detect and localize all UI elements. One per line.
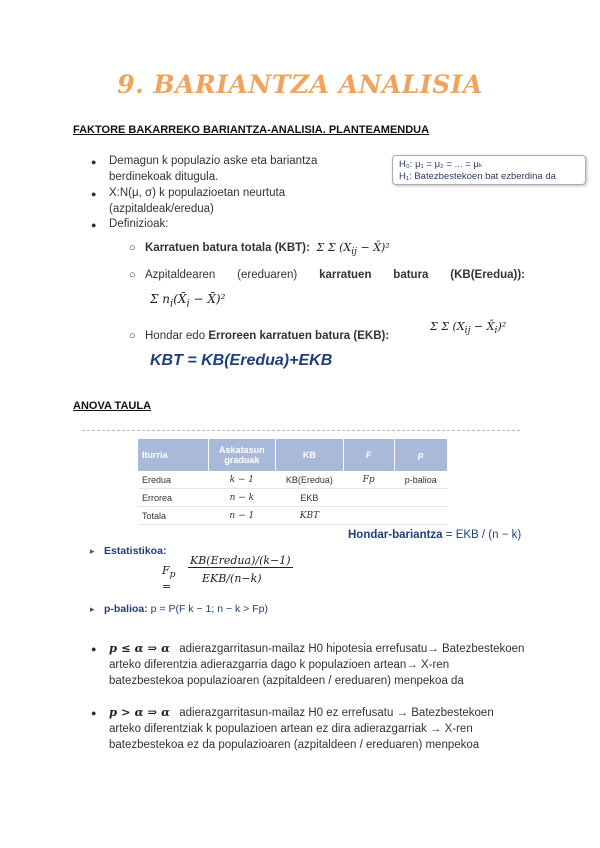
anova-table bbox=[138, 439, 448, 525]
table-cell: KBT bbox=[276, 507, 344, 525]
table-cell: Errorea bbox=[138, 489, 208, 507]
table-row bbox=[138, 507, 448, 525]
definition-kbt: ○ Karratuen batura totala (KBT): Σ Σ ($X_{ij}$ − X̄)² bbox=[145, 240, 390, 260]
table-cell bbox=[394, 489, 447, 507]
ekb-formula: Σ Σ ($X_{ij}$ − $X̄_i)^2$ bbox=[430, 320, 507, 337]
conclusion-reject: ● p ≤ α ⇒ α adierazgarritasun-mailaz H0 hipotesia errefusatu→ Batezbestekoen arteko diferentzia adierazgarria dago k populazioen artean→ X-ren batezbestekoa populazioaren (azpitaldeen / ereduaren) menpekoa da bbox=[109, 640, 527, 689]
hypothesis-h0: H₀: μ₁ = μ₂ = ... = μₖ bbox=[399, 159, 483, 170]
table-cell bbox=[343, 507, 394, 525]
section-heading-anova-taula: ANOVA TAULA bbox=[73, 400, 152, 412]
anova-table-wrapper bbox=[138, 439, 448, 525]
col-iturria: Iturria bbox=[138, 439, 208, 471]
table-cell: p-balioa bbox=[394, 471, 447, 489]
col-f: F bbox=[343, 439, 394, 471]
definition-kb-eredua: ○ Azpitaldearen (ereduaren) karratuen batura (KB(Eredua)): bbox=[145, 267, 525, 283]
table-cell: Eredua bbox=[138, 471, 208, 489]
conclusion-not-reject: ● p > α ⇒ α adierazgarritasun-mailaz H0 ez errefusatu → Batezbestekoen arteko diferentziak k populazioen artean ez dira adierazgarriak → X-ren batezbestekoa ez da populazioaren (azpitaldeen / ereduaren) menpekoa bbox=[109, 704, 527, 753]
table-cell: KB(Eredua) bbox=[276, 471, 344, 489]
col-p: p bbox=[394, 439, 447, 471]
table-cell: EKB bbox=[276, 489, 344, 507]
section-heading-planteamendua: FAKTORE BAKARREKO BARIANTZA-ANALISIA. PLANTEAMENDUA bbox=[73, 124, 430, 136]
page-title: 9. BARIANTZA ANALISIA bbox=[117, 70, 483, 99]
table-cell: Fp bbox=[343, 471, 394, 489]
table-cell bbox=[343, 489, 394, 507]
bullet-normal: ● X:N(μ, σ) k populazioetan neurtuta (azpitaldeak/eredua) bbox=[109, 185, 382, 217]
anova-identity: KBT = KB(Eredua)+EKB bbox=[150, 352, 333, 369]
kbt-formula: Σ Σ ($X_{ij}$ − X̄)² bbox=[313, 241, 390, 258]
table-cell: n − 1 bbox=[208, 507, 276, 525]
p-balioa: ▸ p-balioa: p = P(F k − 1; n − k > Fp) bbox=[104, 603, 268, 615]
table-row bbox=[138, 489, 448, 507]
hondar-bariantza: Hondar-bariantza = EKB / (n − k) bbox=[348, 529, 522, 541]
table-cell: Totala bbox=[138, 507, 208, 525]
definition-ekb: ○ Hondar edo Erroreen karratuen batura (EKB): bbox=[145, 328, 389, 344]
table-cell: k − 1 bbox=[208, 471, 276, 489]
table-header-row bbox=[138, 439, 448, 471]
table-row bbox=[138, 471, 448, 489]
hypothesis-box bbox=[392, 155, 586, 185]
col-kb: KB bbox=[276, 439, 344, 471]
col-askatasun: Askatasun graduak bbox=[208, 439, 276, 471]
estatistikoa: ▸ Estatistikoa: bbox=[104, 545, 166, 557]
table-cell bbox=[394, 507, 447, 525]
table-cell: n − k bbox=[208, 489, 276, 507]
bullet-definizioak: ● Definizioak: bbox=[109, 216, 168, 232]
kb-eredua-formula: Σ $n_i(X̄_i$ − X̄)² bbox=[150, 292, 226, 310]
hypothesis-h1: H₁: Batezbestekoen bat ezberdina da bbox=[399, 171, 556, 182]
bullet-populazioak: ● Demagun k populazio aske eta bariantza berdinekoak ditugula. bbox=[109, 153, 382, 185]
divider bbox=[82, 430, 520, 431]
